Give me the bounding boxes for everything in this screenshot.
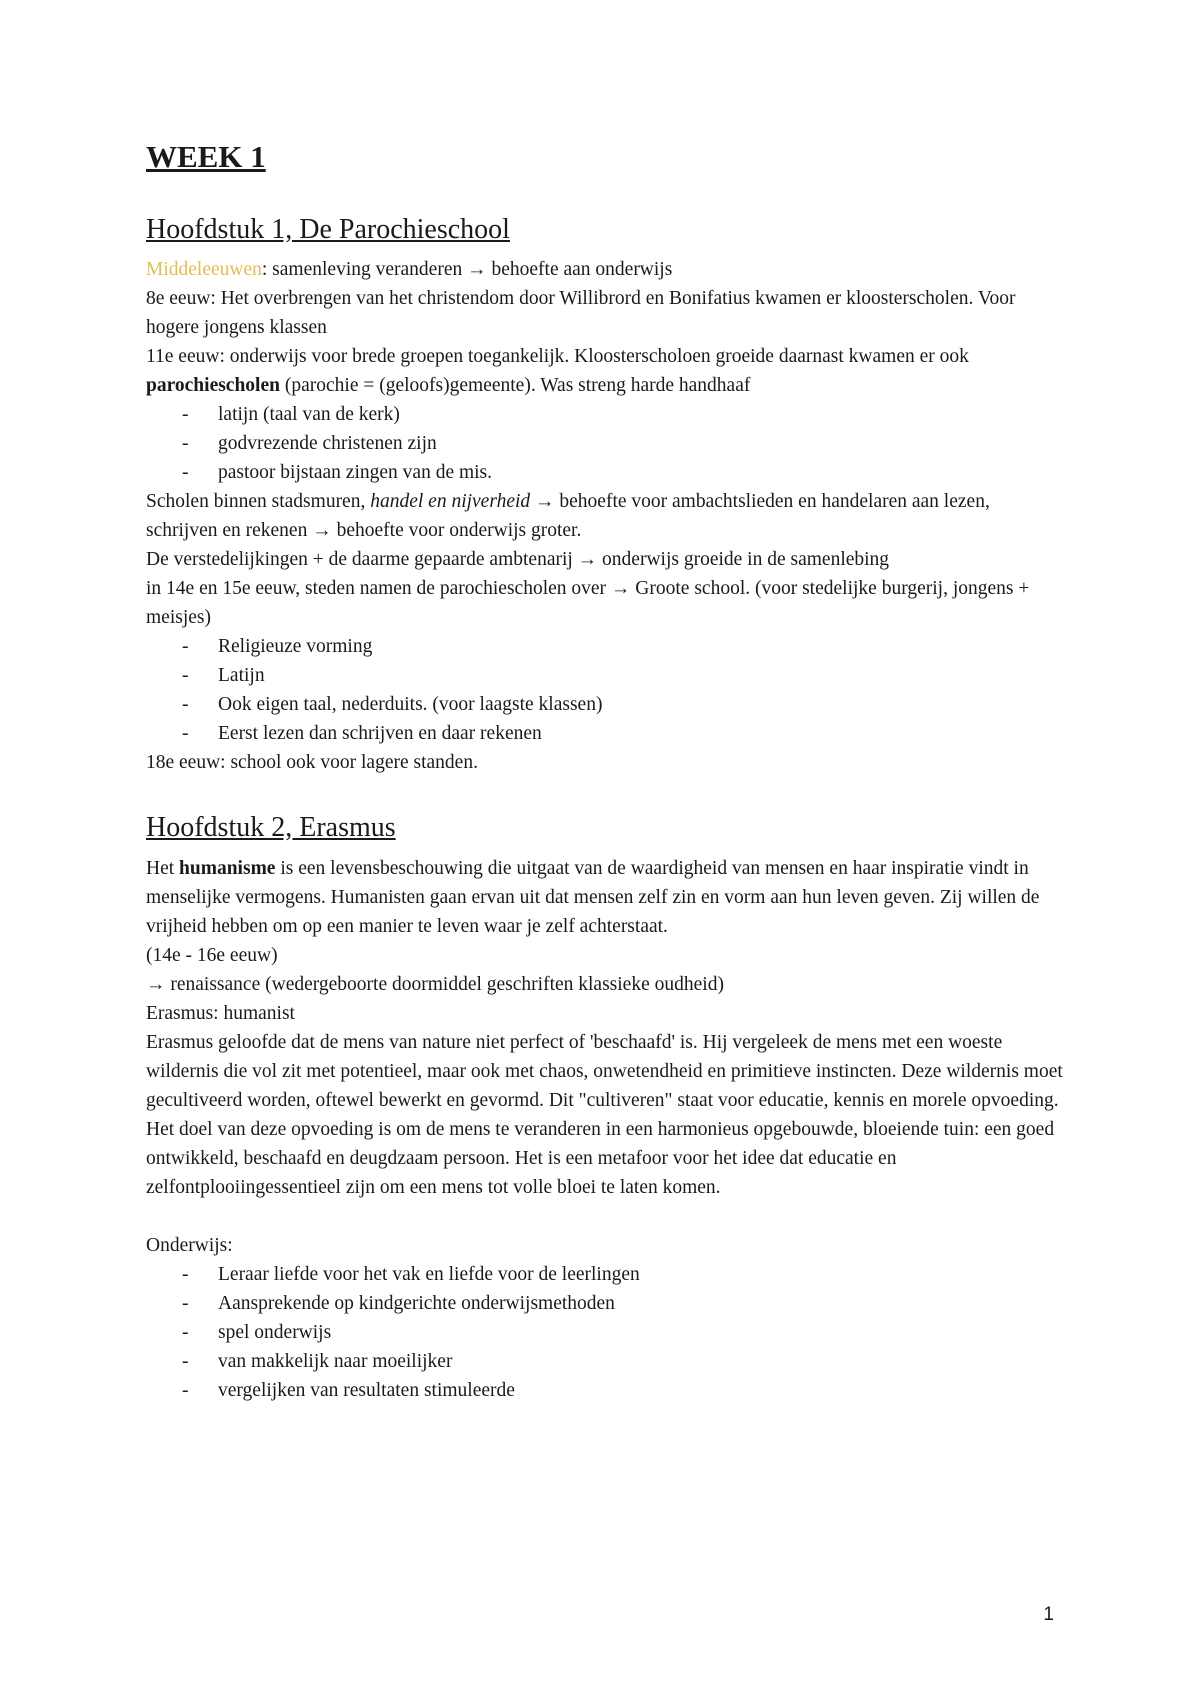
highlighted-term: Middeleeuwen	[146, 258, 262, 280]
document-page	[146, 138, 1066, 1405]
chapter2-paragraph-5: Erasmus geloofde dat de mens van nature niet perfect of 'beschaafd' is. Hij vergeleek de mens met een woeste wildernis die vol zit met potentieel, maar ook met chaos, onwetendheid en primitieve instincten. Deze wildernis moet gecultiveerd worden, oftewel bewerkt en gevormd. Dit "cultiveren" staat voor educatie, kennis en morele opvoeding. Het doel van deze opvoeding is om de mens te veranderen in een harmonieus opgebouwde, bloeiende tuin: een goed ontwikkeld, beschaafd en deugdzaam persoon. Het is een metafoor voor het idee dat educatie en zelfontplooiingessentieel zijn om een mens tot volle bloei te laten komen.	[146, 1032, 1063, 1199]
chapter1-paragraph-4: De verstedelijkingen + de daarme gepaarde ambtenarij → onderwijs groeide in de samenlebing	[146, 548, 890, 570]
paragraph-text: → behoefte voor ambachtslieden en handelaren aan lezen, schrijven en rekenen → behoefte voor onderwijs groter.	[146, 490, 990, 541]
paragraph-text: 11e eeuw: onderwijs voor brede groepen toegankelijk. Kloosterscholoen groeide daarnast kwamen er ook	[146, 345, 969, 367]
chapter1-paragraph-5: in 14e en 15e eeuw, steden namen de parochiescholen over → Groote school. (voor stedelijke burgerij, jongens + meisjes)	[146, 577, 1030, 628]
chapter1-list-1	[146, 400, 1066, 487]
list-item: - Latijn	[182, 661, 1066, 690]
list-item: - Leraar liefde voor het vak en liefde voor de leerlingen	[182, 1260, 1066, 1289]
intro-text: : samenleving veranderen → behoefte aan onderwijs	[261, 258, 673, 280]
paragraph-text: (parochie = (geloofs)gemeente). Was streng harde handhaaf	[279, 374, 751, 396]
list-item: - Aansprekende op kindgerichte onderwijsmethoden	[182, 1289, 1066, 1318]
list-item: - Eerst lezen dan schrijven en daar rekenen	[182, 719, 1066, 748]
chapter1-paragraph-1: 8e eeuw: Het overbrengen van het christendom door Willibrord en Bonifatius kwamen er kloosterscholen. Voor hogere jongens klassen	[146, 287, 1016, 338]
chapter1-heading: Hoofdstuk 1, De Parochieschool	[146, 214, 510, 246]
chapter1-paragraph-6: 18e eeuw: school ook voor lagere standen.	[146, 751, 478, 773]
chapter1-paragraph-2	[146, 342, 1066, 400]
bold-term: humanisme	[179, 858, 276, 880]
list-item: - vergelijken van resultaten stimuleerde	[182, 1376, 1066, 1405]
chapter1-intro	[146, 255, 1066, 284]
list-item: - latijn (taal van de kerk)	[182, 400, 1066, 429]
chapter1-paragraph-3	[146, 487, 1066, 545]
document-title: WEEK 1	[146, 139, 266, 174]
page-number: 1	[1043, 1604, 1054, 1625]
chapter2-paragraph-2: (14e - 16e eeuw)	[146, 945, 278, 967]
list-item: - Religieuze vorming	[182, 632, 1066, 661]
list-item: - Ook eigen taal, nederduits. (voor laagste klassen)	[182, 690, 1066, 719]
chapter2-heading: Hoofdstuk 2, Erasmus	[146, 811, 396, 843]
list-item: - godvrezende christenen zijn	[182, 429, 1066, 458]
italic-term: handel en nijverheid	[370, 490, 531, 512]
chapter2-paragraph-6: Onderwijs:	[146, 1235, 233, 1257]
chapter2-paragraph-4: Erasmus: humanist	[146, 1003, 295, 1025]
list-item: - spel onderwijs	[182, 1318, 1066, 1347]
chapter1-list-2	[146, 632, 1066, 748]
list-item: - pastoor bijstaan zingen van de mis.	[182, 458, 1066, 487]
chapter2-paragraph-1	[146, 854, 1066, 941]
paragraph-text: Het	[146, 858, 180, 880]
bold-term: parochiescholen	[146, 374, 280, 396]
paragraph-text: is een levensbeschouwing die uitgaat van de waardigheid van mensen en haar inspiratie vindt in menselijke vermogens. Humanisten gaan ervan uit dat mensen zelf zin en vorm aan hun leven geven. Zij willen de vrijheid hebben om op een manier te leven waar je zelf achterstaat.	[146, 858, 1040, 938]
list-item: - van makkelijk naar moeilijker	[182, 1347, 1066, 1376]
chapter2-paragraph-3: → renaissance (wedergeboorte doormiddel geschriften klassieke oudheid)	[146, 974, 724, 996]
chapter2-list	[146, 1260, 1066, 1405]
paragraph-text: Scholen binnen stadsmuren,	[146, 490, 371, 512]
